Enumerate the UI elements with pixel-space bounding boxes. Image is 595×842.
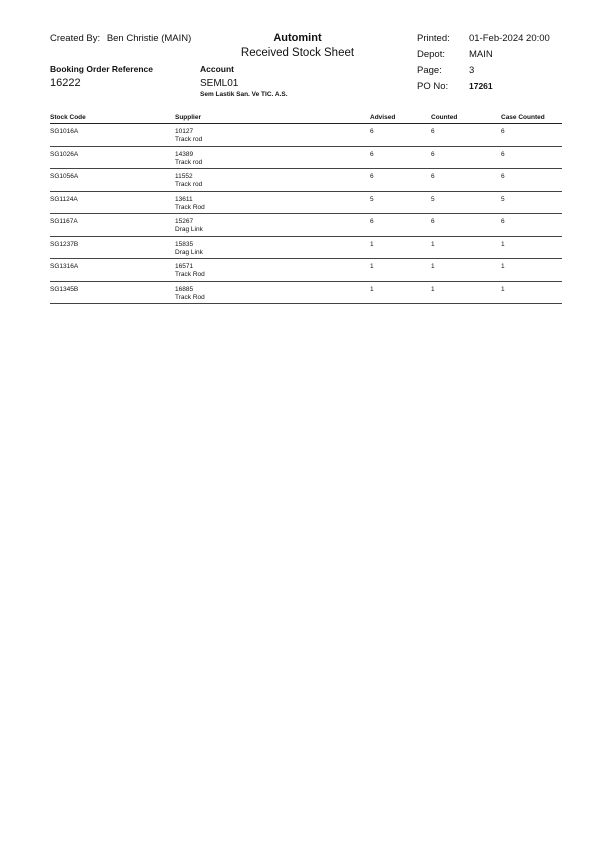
counted-qty: 6 (431, 173, 435, 180)
advised-qty: 6 (370, 150, 374, 158)
created-by-value: Ben Christie (MAIN) (106, 33, 192, 44)
po-row (417, 81, 550, 97)
stock-table (50, 114, 562, 304)
advised-qty: 6 (370, 218, 374, 225)
depot-row (417, 49, 550, 65)
stock-code: SG1316A (50, 263, 79, 270)
case-counted-qty: 6 (501, 173, 505, 180)
stock-code: SG1026A (50, 150, 79, 158)
case-counted-qty: 5 (501, 195, 505, 203)
counted-qty: 6 (431, 128, 435, 135)
stock-code: SG1056A (50, 173, 79, 180)
case-counted-qty: 1 (501, 240, 505, 248)
table-row (50, 192, 562, 215)
po-label: PO No: (417, 81, 449, 92)
item-description: Track Rod (175, 271, 205, 278)
header-case-counted: Case Counted (501, 114, 545, 121)
supplier-code: 15267 (175, 218, 194, 225)
counted-qty: 1 (431, 263, 435, 270)
table-row (50, 237, 562, 260)
case-counted-qty: 6 (501, 218, 505, 225)
table-row (50, 169, 562, 192)
item-description: Drag Link (175, 248, 203, 256)
header-stock-code: Stock Code (50, 114, 86, 121)
stock-code: SG1016A (50, 128, 79, 135)
case-counted-qty: 1 (501, 263, 505, 270)
item-description: Track rod (175, 136, 203, 143)
item-description: Track Rod (175, 203, 205, 211)
created-by (50, 33, 191, 44)
case-counted-qty: 1 (501, 285, 505, 293)
table-row (50, 259, 562, 282)
booking-ref-value: 16222 (50, 77, 81, 89)
counted-qty: 5 (431, 195, 435, 203)
header-counted: Counted (431, 114, 458, 121)
page-label: Page: (417, 65, 442, 76)
advised-qty: 1 (370, 285, 374, 293)
account-code: SEML01 (200, 78, 239, 89)
item-description: Track rod (175, 181, 203, 188)
stock-code: SG1345B (50, 285, 79, 293)
po-number: 17261 (469, 81, 493, 91)
supplier-code: 16571 (175, 263, 194, 270)
depot-value: MAIN (469, 49, 493, 60)
supplier-code: 14389 (175, 150, 194, 158)
case-counted-qty: 6 (501, 150, 505, 158)
advised-qty: 6 (370, 173, 374, 180)
created-by-label: Created By: (50, 33, 101, 44)
supplier-code: 16885 (175, 285, 194, 293)
item-description: Drag Link (175, 226, 203, 233)
account-label: Account (200, 64, 234, 74)
advised-qty: 1 (370, 263, 374, 270)
advised-qty: 6 (370, 128, 374, 135)
counted-qty: 1 (431, 240, 435, 248)
table-row (50, 147, 562, 170)
table-row (50, 214, 562, 237)
account-name: Sem Lastik San. Ve TIC. A.S. (200, 91, 288, 98)
advised-qty: 1 (370, 240, 374, 248)
page-number: 3 (469, 65, 475, 76)
table-row (50, 124, 562, 147)
printed-row (417, 33, 550, 49)
booking-ref-label: Booking Order Reference (50, 64, 153, 74)
page-row (417, 65, 550, 81)
supplier-code: 13611 (175, 195, 193, 203)
printed-value: 01-Feb-2024 20:00 (469, 33, 550, 44)
sheet-title: Received Stock Sheet (240, 47, 355, 59)
stock-code: SG1124A (50, 195, 78, 203)
company-name: Automint (273, 32, 322, 44)
print-meta (417, 33, 550, 97)
stock-code: SG1167A (50, 218, 78, 225)
supplier-code: 15835 (175, 240, 194, 248)
header-advised: Advised (370, 114, 396, 121)
case-counted-qty: 6 (501, 128, 505, 135)
counted-qty: 6 (431, 150, 435, 158)
supplier-code: 10127 (175, 128, 194, 135)
item-description: Track Rod (175, 293, 205, 301)
item-description: Track rod (175, 158, 203, 166)
counted-qty: 6 (431, 218, 435, 225)
header-supplier: Supplier (175, 114, 202, 121)
title-block (190, 32, 405, 61)
supplier-code: 11552 (175, 173, 193, 180)
printed-label: Printed: (417, 33, 450, 44)
counted-qty: 1 (431, 285, 435, 293)
table-row (50, 282, 562, 305)
advised-qty: 5 (370, 195, 374, 203)
stock-code: SG1237B (50, 240, 79, 248)
depot-label: Depot: (417, 49, 445, 60)
table-header (50, 114, 562, 124)
